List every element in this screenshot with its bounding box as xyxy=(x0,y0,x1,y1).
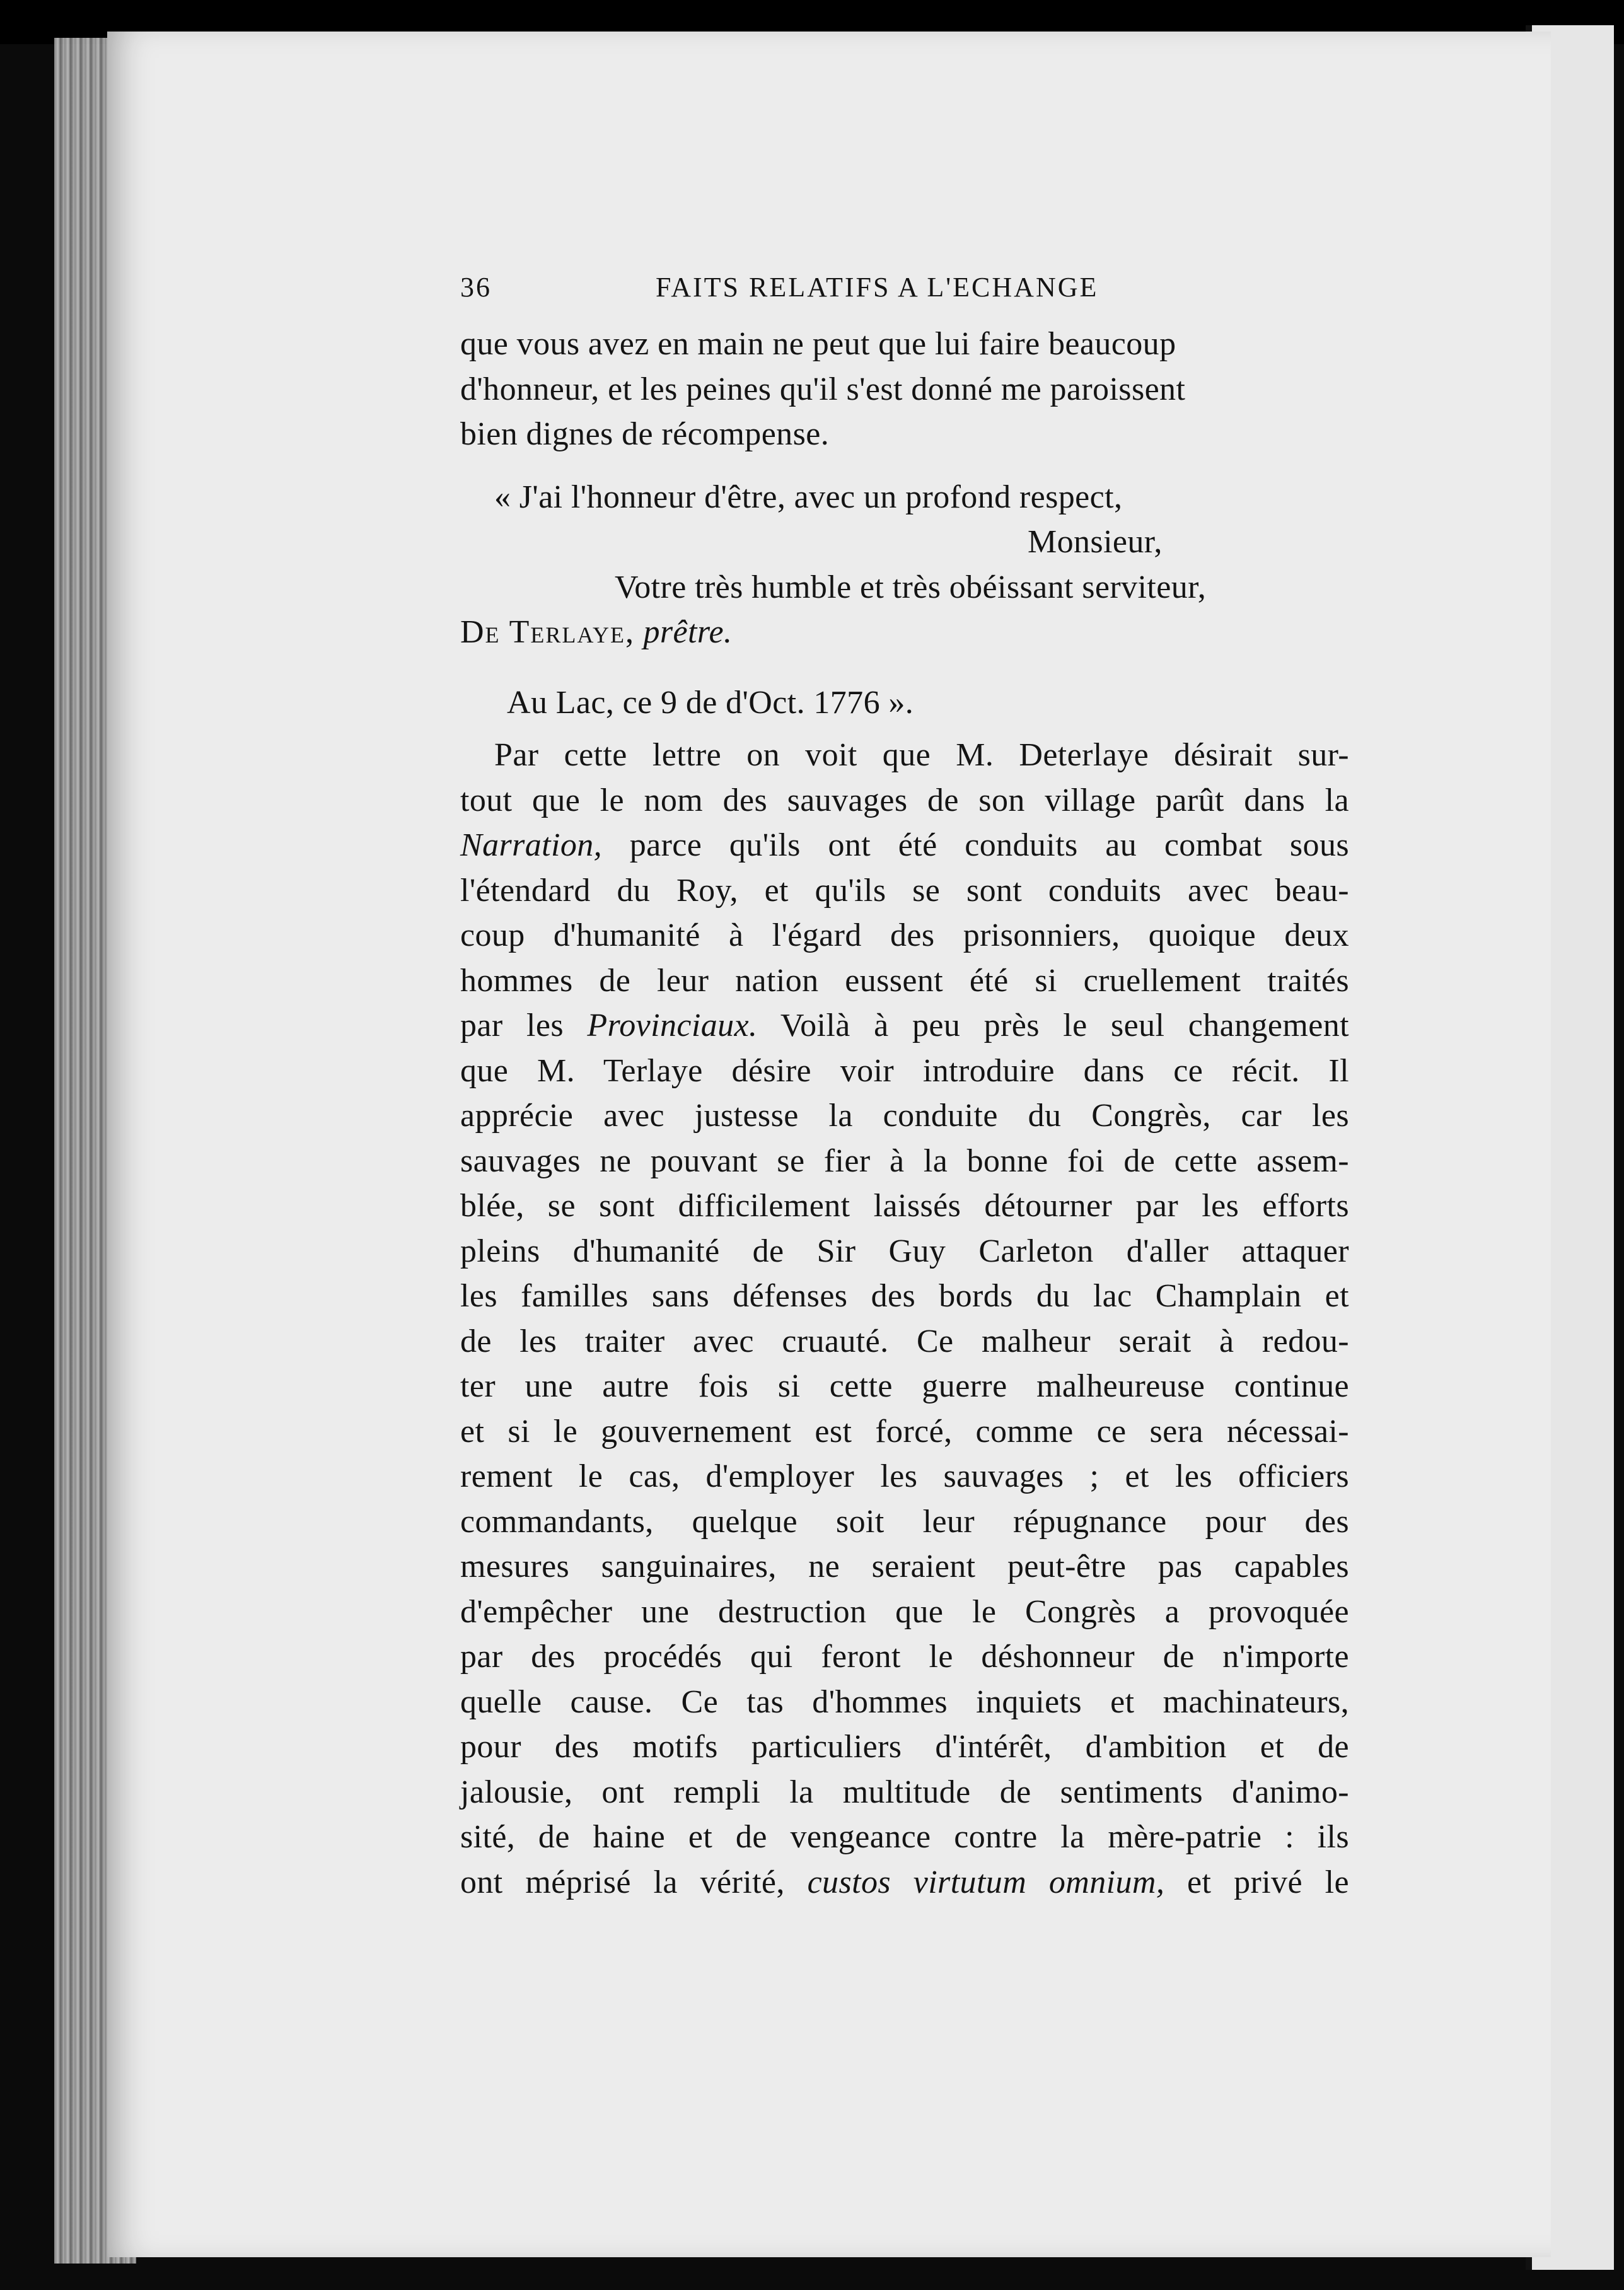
body-line: mesures sanguinaires, ne seraient peut-être pas capables xyxy=(460,1549,1349,1584)
body-line: quelle cause. Ce tas d'hommes inquiets et machinateurs, xyxy=(460,1683,1349,1720)
body-line: jalousie, ont rempli la multitude de sentiments d'animo- xyxy=(460,1774,1349,1810)
closing-servant: Votre très humble et très obéissant serviteur, xyxy=(615,569,1207,605)
letter-closing xyxy=(460,475,1349,655)
body-text: par les xyxy=(460,1008,588,1043)
signature-name: De Terlaye, xyxy=(460,614,635,650)
body-line xyxy=(460,1003,1349,1049)
italic-term: Narration, xyxy=(460,827,603,863)
page-header xyxy=(460,265,1349,322)
body-text: ont méprisé la vérité, xyxy=(460,1864,808,1900)
body-line: et si le gouvernement est forcé, comme ce sera nécessai- xyxy=(460,1413,1349,1450)
letter-dateline: Au Lac, ce 9 de d'Oct. 1776 ». xyxy=(507,684,914,721)
body-line: les familles sans défenses des bords du lac Champlain et xyxy=(460,1278,1349,1314)
body-line: coup d'humanité à l'égard des prisonniers, quoique deux xyxy=(460,917,1349,953)
closing-formula: « J'ai l'honneur d'être, avec un profond respect, xyxy=(494,479,1123,515)
closing-salutation: Monsieur, xyxy=(1028,524,1163,560)
body-line: rement le cas, d'employer les sauvages ; et les officiers xyxy=(460,1458,1349,1494)
body-line: blée, se sont difficilement laissés détourner par les efforts xyxy=(460,1188,1349,1224)
letter-line: bien dignes de récompense. xyxy=(460,416,830,452)
body-text: parce qu'ils ont été conduits au combat sous xyxy=(602,827,1349,863)
body-line: de les traiter avec cruauté. Ce malheur serait à redou- xyxy=(460,1323,1349,1359)
body-text: Voilà à peu près le seul changement xyxy=(757,1008,1349,1043)
body-line: commandants, quelque soit leur répugnance pour des xyxy=(460,1503,1349,1540)
body-line: hommes de leur nation eussent été si cruellement traités xyxy=(460,962,1349,999)
body-line: pleins d'humanité de Sir Guy Carleton d'aller attaquer xyxy=(460,1233,1349,1269)
body-text: et privé le xyxy=(1164,1864,1350,1900)
letter-line: que vous avez en main ne peut que lui faire beaucoup xyxy=(460,326,1176,362)
body-line: ter une autre fois si cette guerre malheureuse continue xyxy=(460,1368,1349,1404)
body-line: sité, de haine et de vengeance contre la mère-patrie : ils xyxy=(460,1819,1349,1855)
body-line: l'étendard du Roy, et qu'ils se sont conduits avec beau- xyxy=(460,872,1349,909)
page-text xyxy=(460,265,1349,1905)
signature-title: prêtre. xyxy=(643,614,733,650)
body-line: Par cette lettre on voit que M. Deterlaye désirait sur- xyxy=(494,737,1349,773)
body-paragraph xyxy=(460,733,1349,1905)
page-number: 36 xyxy=(460,272,492,303)
letter-opening xyxy=(460,322,1349,457)
signature xyxy=(460,610,1349,655)
body-line: d'empêcher une destruction que le Congrès a provoquée xyxy=(460,1593,1349,1630)
italic-quote: custos virtutum omnium, xyxy=(807,1864,1165,1900)
body-line: apprécie avec justesse la conduite du Congrès, car les xyxy=(460,1098,1349,1134)
body-line xyxy=(460,1860,1349,1905)
body-line: pour des motifs particuliers d'intérêt, d'ambition et de xyxy=(460,1729,1349,1765)
body-line: que M. Terlaye désire voir introduire dans ce récit. Il xyxy=(460,1052,1349,1089)
running-head: FAITS RELATIFS A L'ECHANGE xyxy=(656,272,1099,303)
body-line: par des procédés qui feront le déshonneur de n'importe xyxy=(460,1639,1349,1675)
body-line xyxy=(460,823,1349,868)
italic-term: Provinciaux. xyxy=(587,1008,758,1043)
body-line: sauvages ne pouvant se fier à la bonne foi de cette assem- xyxy=(460,1142,1349,1179)
body-line: tout que le nom des sauvages de son village parût dans la xyxy=(460,782,1349,818)
letter-line: d'honneur, et les peines qu'il s'est donné me paroissent xyxy=(460,371,1186,407)
